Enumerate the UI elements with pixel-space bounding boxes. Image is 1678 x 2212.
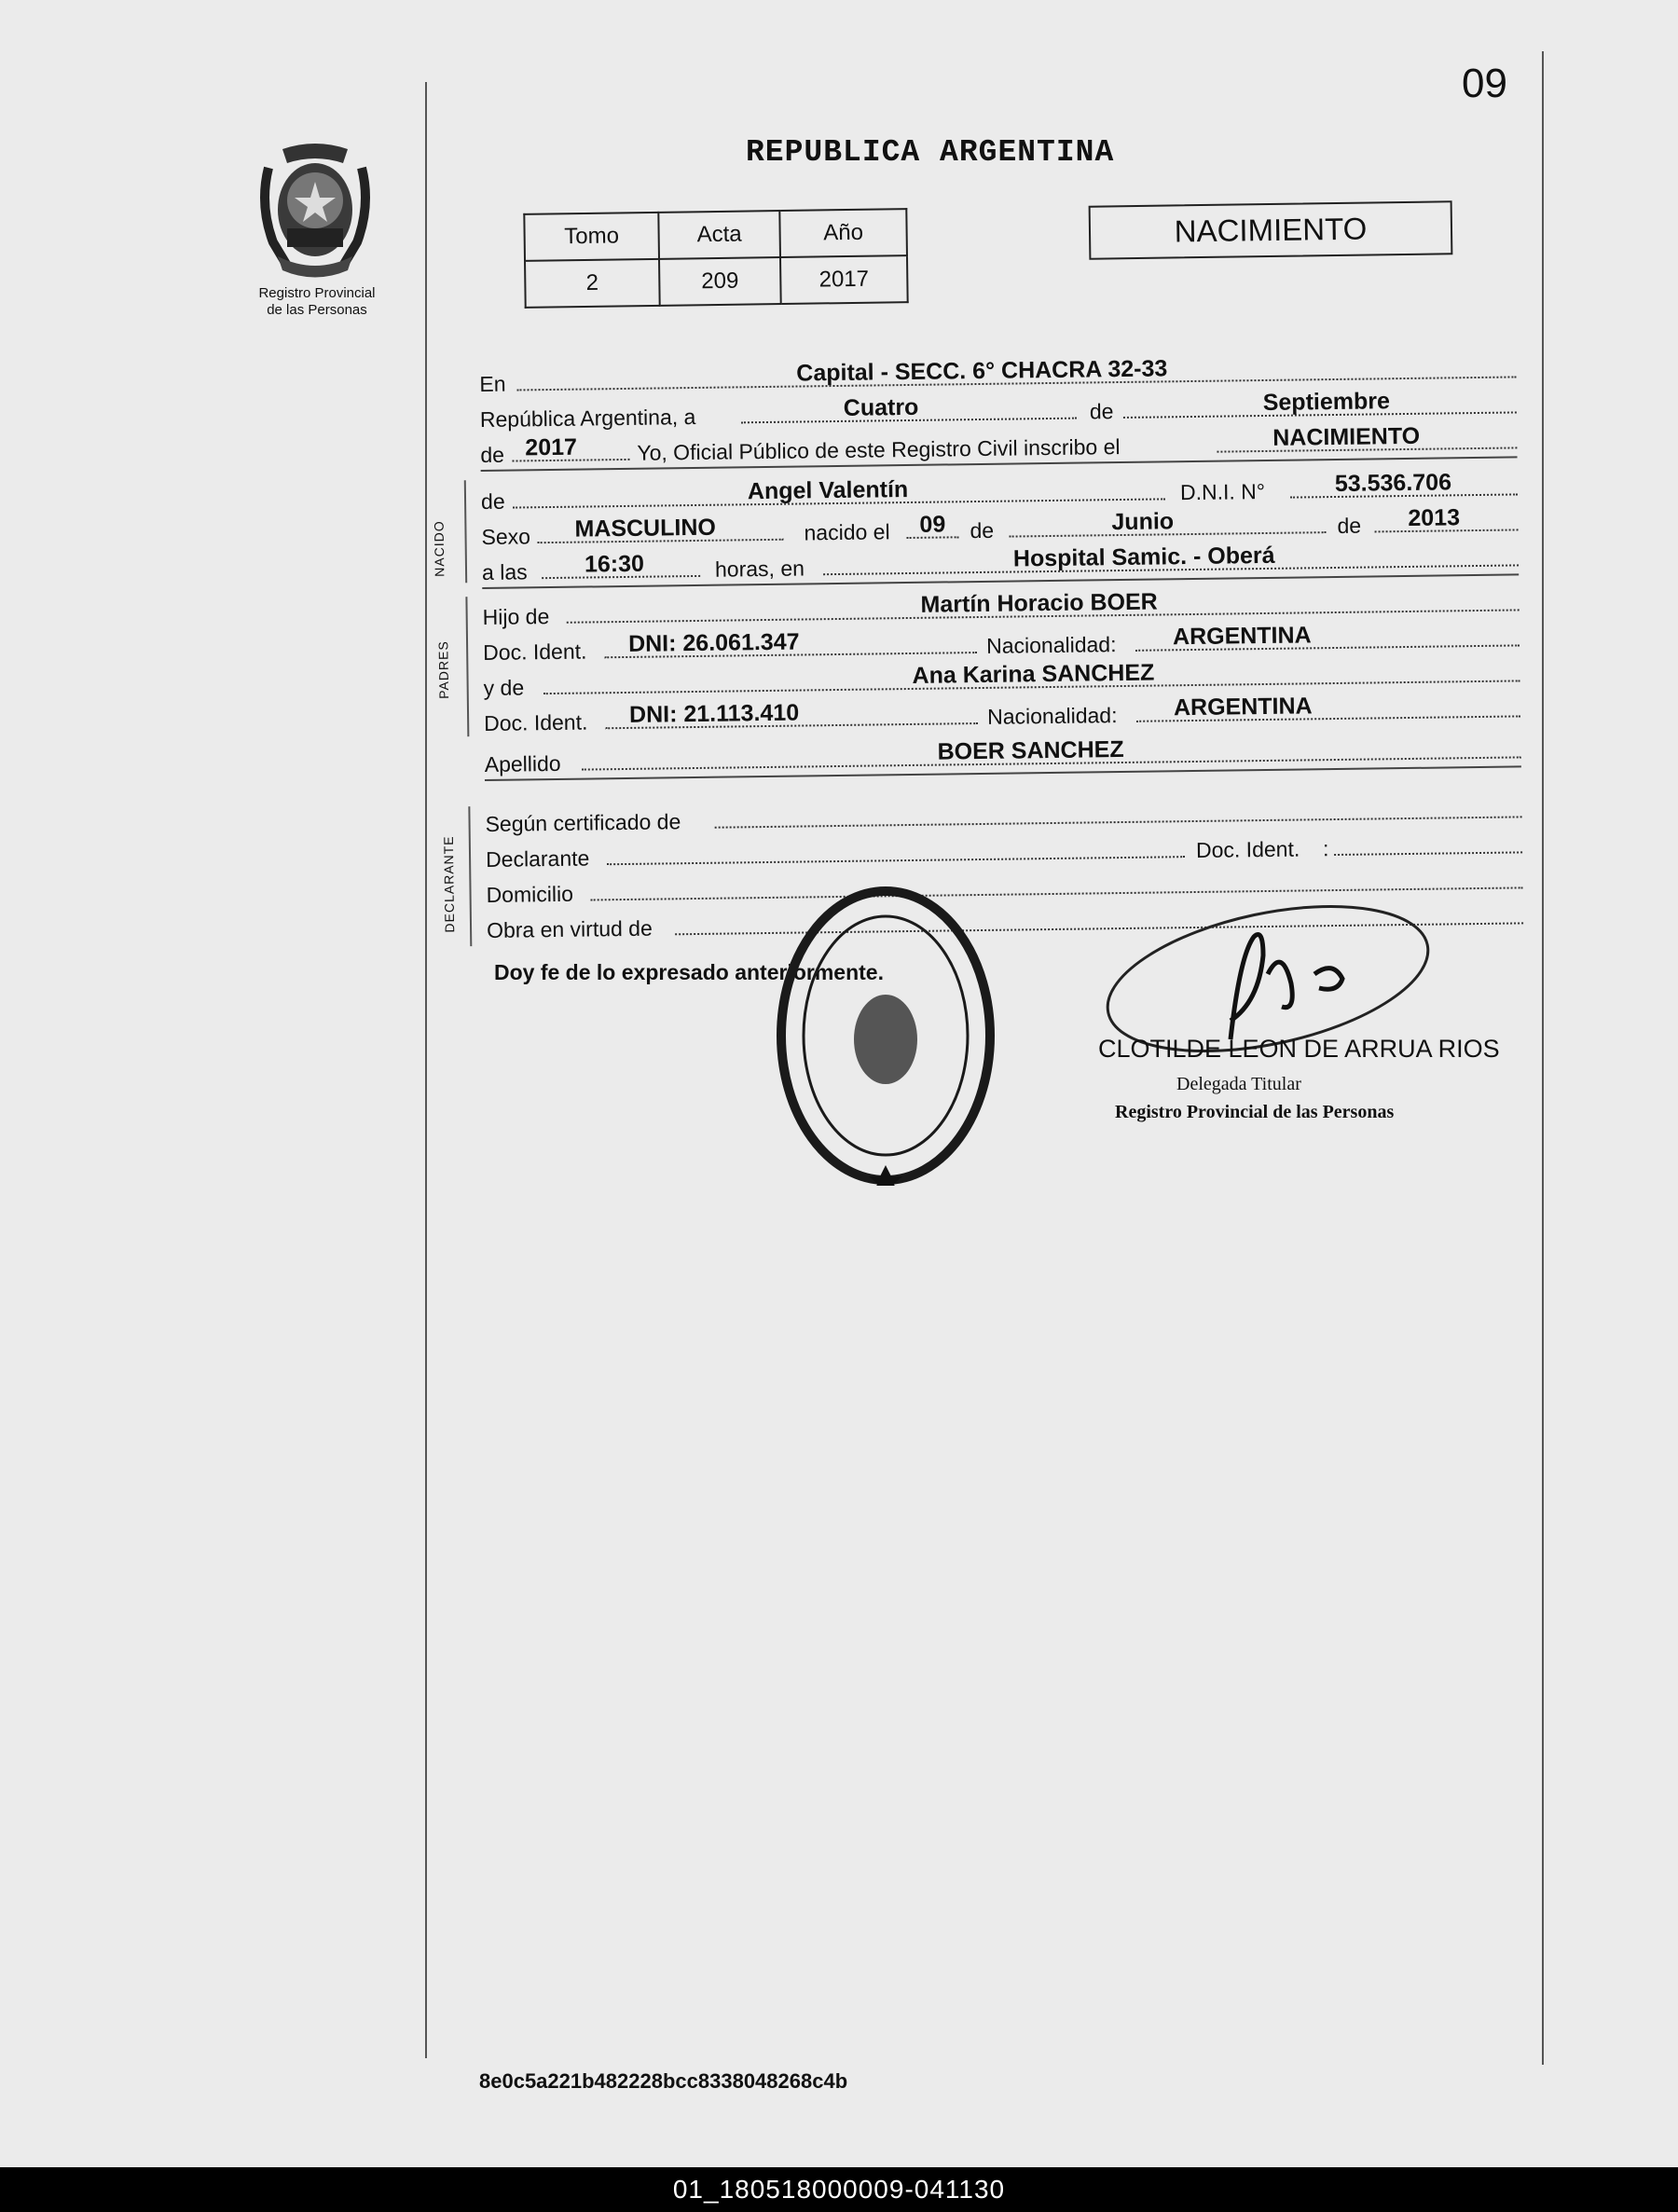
domicilio-label: Domicilio [486,881,574,907]
horas-label: horas, en [714,556,805,582]
declarante-label: Declarante [485,845,590,872]
footer-id: 01_180518000009-041130 [672,2175,1006,2204]
acta-value: 209 [659,257,781,306]
birth-month: Junio [1111,508,1175,536]
acta-header: Acta [658,211,780,259]
dni-label: D.N.I. N° [1179,478,1266,505]
republica-label: República Argentina, a [479,404,696,432]
mother-nat-label: Nacionalidad: [986,703,1118,729]
anio-value: 2017 [780,255,908,304]
year-value: 2017 [525,433,578,461]
sexo-label: Sexo [481,524,531,549]
dni-value: 53.536.706 [1334,469,1452,497]
apellido-label: Apellido [484,750,561,776]
obra-label: Obra en virtud de [486,915,653,942]
nacido-side-label: NACIDO [431,520,447,577]
nacido-de-label: de [480,488,505,514]
document-type-box: NACIMIENTO [1089,200,1453,259]
father-nat-label: Nacionalidad: [985,632,1117,658]
nacido-el-label: nacido el [804,519,890,545]
place-value: Hospital Samic. - Oberá [1012,542,1275,572]
child-name: Angel Valentín [747,475,909,505]
mother-doc-label: Doc. Ident. [484,709,588,735]
en-value: Capital - SECC. 6° CHACRA 32-33 [796,355,1168,387]
declarante-doc-label: Doc. Ident. [1195,836,1300,862]
segun-label: Según certificado de [485,809,681,836]
apellido-value: BOER SANCHEZ [937,735,1124,765]
logo-caption-line1: Registro Provincial [258,285,376,301]
hash-code: 8e0c5a221b482228bcc8338048268c4b [479,2069,848,2093]
father-doc: DNI: 26.061.347 [627,628,800,657]
en-label: En [479,371,506,396]
yo-label: Yo, Oficial Público de este Registro Civil inscribo el [637,434,1121,465]
signer-name: CLOTILDE LEON DE ARRUA RIOS [1098,1035,1500,1063]
signer-role: Delegada Titular [1176,1074,1301,1094]
padres-side-label: PADRES [435,640,452,699]
footer-bar [0,2167,1678,2212]
de-label: de [1089,399,1114,424]
official-stamp-icon [776,886,996,1186]
yde-label: y de [483,675,525,700]
month-value: Septiembre [1262,388,1391,416]
de2-label: de [480,442,505,467]
page-title: REPUBLICA ARGENTINA [746,135,1115,170]
row-apellido [484,730,1520,777]
logo-caption-line2: de las Personas [267,302,367,318]
birth-year: 2013 [1408,504,1461,531]
tomo-value: 2 [525,259,660,308]
signer-org: Registro Provincial de las Personas [1115,1102,1395,1122]
mother-nat: ARGENTINA [1173,693,1313,721]
tomo-header: Tomo [524,213,659,261]
father-name: Martín Horacio BOER [920,588,1158,618]
de-label2: de [970,517,995,543]
father-nat: ARGENTINA [1172,622,1312,651]
page-number: 09 [1462,61,1507,106]
alas-label: a las [481,559,528,584]
declarante-side-label: DECLARANTE [440,835,458,933]
act-value: NACIMIENTO [1272,422,1421,451]
declarante-doc-value: : [1322,836,1329,861]
anio-header: Año [779,209,907,257]
de-label3: de [1337,513,1362,538]
birth-day: 09 [919,511,946,538]
mother-name: Ana Karina SANCHEZ [912,659,1155,689]
father-doc-label: Doc. Ident. [483,639,587,665]
day-value: Cuatro [843,393,919,421]
closing-text: Doy fe de lo expresado anteriormente. [494,960,884,984]
hour-value: 16:30 [584,550,645,578]
mother-doc: DNI: 21.113.410 [628,699,800,728]
sexo-value: MASCULINO [574,514,717,543]
hijo-label: Hijo de [482,604,550,629]
